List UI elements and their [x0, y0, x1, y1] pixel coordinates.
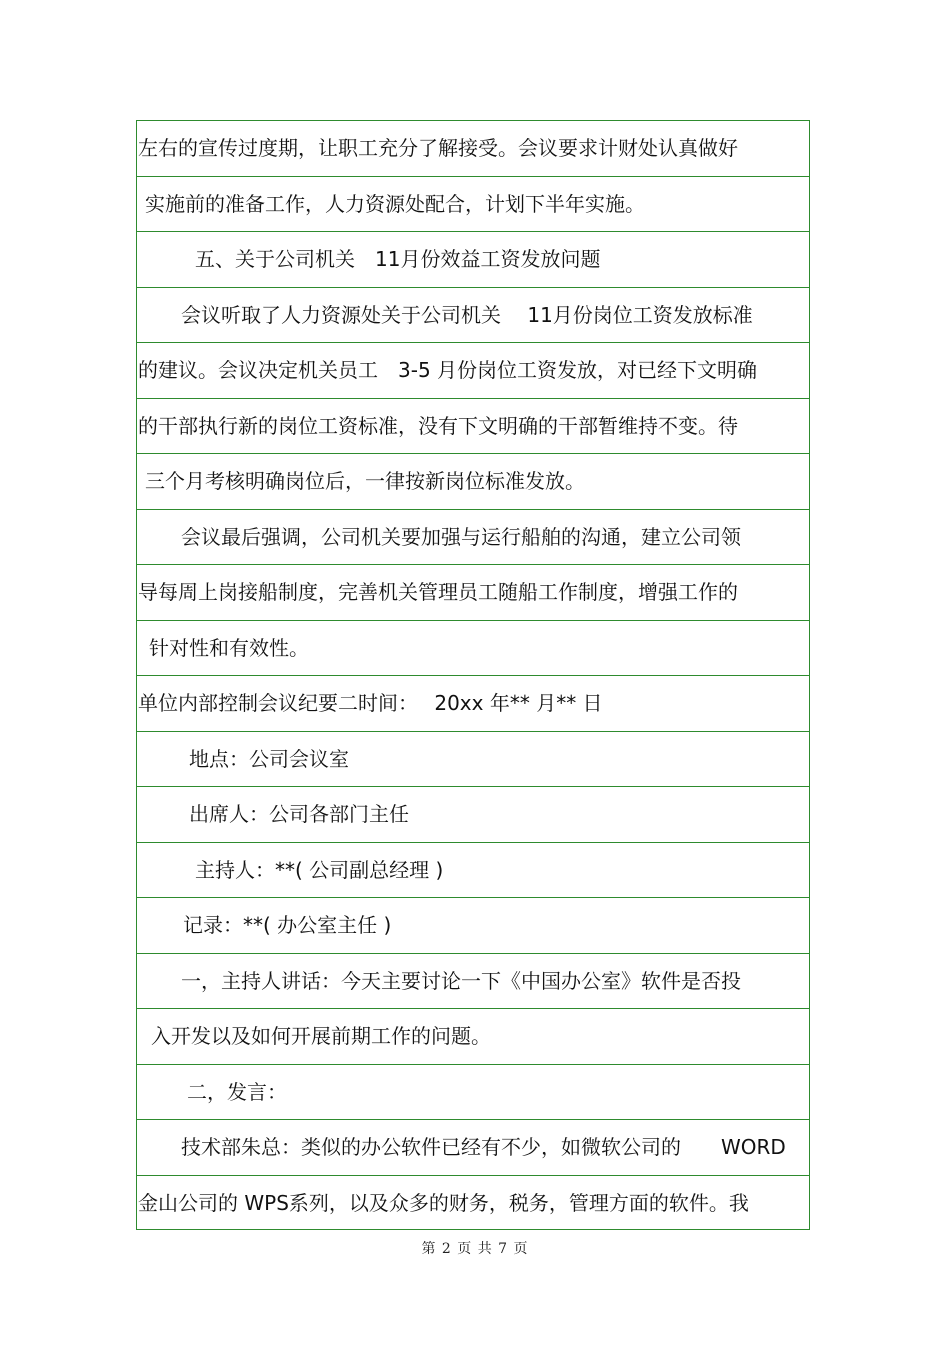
text-line	[137, 676, 809, 732]
text-line	[137, 232, 809, 288]
line-text: 金山公司的 WPS系列，以及众多的财务，税务，管理方面的软件。我	[138, 1191, 749, 1216]
page-footer: 第 2 页 共 7 页	[421, 1241, 529, 1257]
text-line	[137, 1065, 809, 1121]
line-text: 地点：公司会议室	[189, 746, 349, 771]
text-line	[137, 121, 809, 177]
line-text: 针对性和有效性。	[149, 635, 309, 660]
text-line	[137, 1009, 809, 1065]
document-body	[136, 120, 810, 1230]
line-text: 五、关于公司机关 11月份效益工资发放问题	[195, 247, 601, 272]
line-text: 入开发以及如何开展前期工作的问题。	[151, 1024, 491, 1049]
text-line	[137, 621, 809, 677]
line-text: 一，主持人讲话：今天主要讨论一下《中国办公室》软件是否投	[181, 968, 741, 993]
line-text: 会议最后强调，公司机关要加强与运行船舶的沟通，建立公司领	[181, 524, 741, 549]
line-text: 导每周上岗接船制度，完善机关管理员工随船工作制度，增强工作的	[138, 580, 738, 605]
text-line	[137, 565, 809, 621]
line-text: 记录：**( 办公室主任 )	[183, 913, 392, 938]
text-line	[137, 288, 809, 344]
text-line	[137, 399, 809, 455]
text-line	[137, 843, 809, 899]
text-line	[137, 954, 809, 1010]
text-line	[137, 898, 809, 954]
text-line	[137, 177, 809, 233]
line-text: 主持人：**( 公司副总经理 )	[195, 857, 444, 882]
line-text: 出席人：公司各部门主任	[189, 802, 409, 827]
line-text: 会议听取了人力资源处关于公司机关 11月份岗位工资发放标准	[181, 302, 753, 327]
text-line	[137, 1120, 809, 1176]
text-line	[137, 732, 809, 788]
line-text: 二，发言：	[187, 1079, 287, 1104]
text-line	[137, 510, 809, 566]
line-text: 的建议。会议决定机关员工 3-5 月份岗位工资发放，对已经下文明确	[138, 358, 758, 383]
text-line	[137, 1176, 809, 1232]
text-line	[137, 454, 809, 510]
line-text: 左右的宣传过度期，让职工充分了解接受。会议要求计财处认真做好	[138, 136, 738, 161]
text-line	[137, 343, 809, 399]
line-text: 技术部朱总：类似的办公软件已经有不少，如微软公司的 WORD	[181, 1135, 786, 1160]
text-line	[137, 787, 809, 843]
line-text: 实施前的准备工作，人力资源处配合，计划下半年实施。	[145, 191, 645, 216]
line-text: 三个月考核明确岗位后，一律按新岗位标准发放。	[145, 469, 585, 494]
line-text: 的干部执行新的岗位工资标准，没有下文明确的干部暂维持不变。待	[138, 413, 738, 438]
line-text: 单位内部控制会议纪要二时间： 20xx 年** 月** 日	[138, 691, 603, 716]
